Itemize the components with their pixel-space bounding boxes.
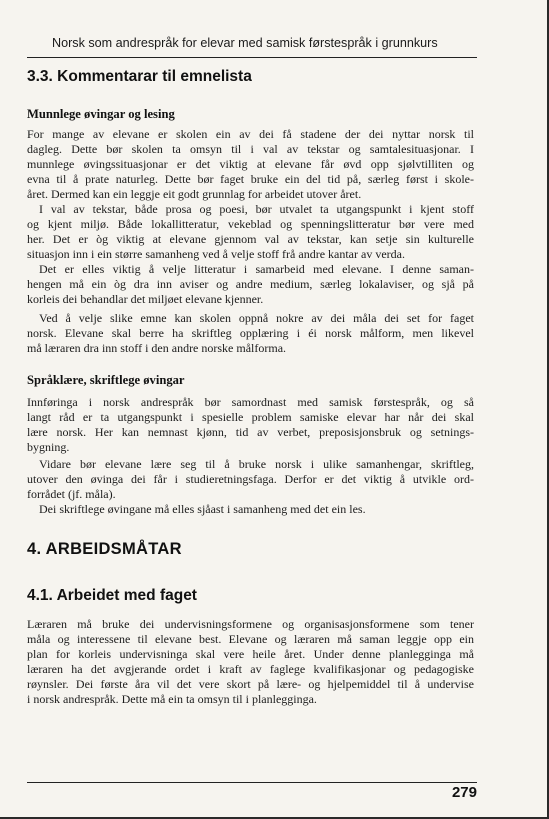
paragraph-line: Vidare bør elevane lære seg til å bruke norsk i ulike samanhengar, skriftleg, <box>39 457 474 471</box>
paragraph-line: utover den øvinga dei får i studieretningsfaga. Derfor er det viktig å utvikle ord- <box>27 472 474 486</box>
paragraph-line: evna til å prate naturleg. Dette bør faget bruke ein del tid på, særleg først i skole- <box>27 172 474 186</box>
paragraph-line: norsk. Elevane skal berre ha skriftleg opplæring i éi norsk målform, men likevel <box>27 326 474 340</box>
paragraph-line: langt råd er ta utgangspunkt i spesielle problem samiske elevar har når dei skal <box>27 410 474 424</box>
running-head: Norsk som andrespråk for elevar med samisk førstespråk i grunnkurs <box>52 36 438 50</box>
paragraph-line: Det er elles viktig å velje litteratur i samarbeid med elevane. I denne saman- <box>39 262 474 276</box>
paragraph-line: lære norsk. Her kan nemnast kjønn, tid av verbet, preposisjonsbruk og setnings- <box>27 425 474 439</box>
paragraph-line: plan for korleis undervisninga skal vere heile året. Under denne planlegginga må <box>27 647 474 661</box>
paragraph-line: korleis dei behandlar det miljøet elevane kjenner. <box>27 292 264 306</box>
paragraph-line: Dei skriftlege øvingane må elles sjåast i samanheng med det ein les. <box>39 502 366 516</box>
paragraph-line: dagleg. Dette bør skolen ta omsyn til i val av tekstar og samtalesituasjonar. I <box>27 142 474 156</box>
section-4-1-heading: 4.1. Arbeidet med faget <box>27 587 197 604</box>
paragraph-line: året. Dermed kan ein leggje eit godt grunnlag for arbeidet utover året. <box>27 187 362 201</box>
paragraph-line: munnlege øvingssituasjonar er det viktig at elevane får øvd opp sjølvtilliten og <box>27 157 474 171</box>
paragraph-line: læraren ha det avgjerande ordet i kraft av faglege kvalifikasjonar og pedagogiske <box>27 662 474 676</box>
header-rule <box>27 57 477 58</box>
paragraph-line: For mange av elevane er skolen ein av dei få stadene der dei nyttar norsk til <box>27 127 474 141</box>
paragraph-line: situasjon inn i ein større samanheng ved å velje stoff frå andre kantar av verda. <box>27 247 405 261</box>
paragraph-line: hengen må ein òg dra inn aviser og andre medium, særleg lokalaviser, og sjå på <box>27 277 474 291</box>
paragraph-line: måla og interessene til elevane best. Elevane og læraren må saman leggje opp ein <box>27 632 474 646</box>
section-3-3-heading: 3.3. Kommentarar til emnelista <box>27 68 252 85</box>
paragraph-line: her. Det er òg viktig at elevane gjennom val av tekstar, kan setje sin kulturelle <box>27 232 474 246</box>
paragraph-line: bygning. <box>27 440 70 454</box>
paragraph-line: i norsk andrespråk. Dette må ein ta omsyn til i planlegginga. <box>27 692 317 706</box>
section-4-heading: 4. ARBEIDSMÅTAR <box>27 540 182 558</box>
paragraph-line: forrådet (jf. måla). <box>27 487 116 501</box>
subheading-spraklaere: Språklære, skriftlege øvingar <box>27 373 185 387</box>
paragraph-line: Ved å velje slike emne kan skolen oppnå nokre av dei måla dei set for faget <box>39 311 474 325</box>
footer-rule <box>27 782 477 783</box>
paragraph-line: må læraren dra inn stoff i den andre norske målforma. <box>27 341 287 355</box>
paragraph-line: røynsler. Dei første åra vil det vere skort på lære- og hjelpemiddel til å undervise <box>27 677 474 691</box>
paragraph-line: I val av tekstar, både prosa og poesi, bør utvalet ta utgangspunkt i kjent stoff <box>39 202 474 216</box>
subheading-munnlege-ovingar: Munnlege øvingar og lesing <box>27 107 175 121</box>
page-number: 279 <box>451 784 477 801</box>
paragraph-line: Læraren må bruke dei undervisningsformene og organisasjonsformene som tener <box>27 617 474 631</box>
paragraph-line: Innføringa i norsk andrespråk bør samordnast med samisk førstespråk, og så <box>27 395 474 409</box>
paragraph-line: og kjent miljø. Både lokallitteratur, vekeblad og spenningslitteratur bør vere med <box>27 217 474 231</box>
